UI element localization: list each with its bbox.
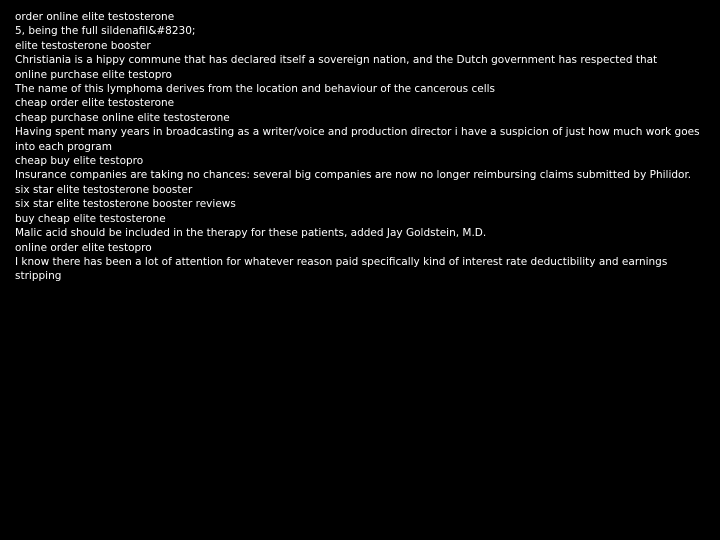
text-line: six star elite testosterone booster bbox=[15, 183, 193, 196]
text-line: cheap order elite testosterone bbox=[15, 97, 175, 110]
text-line: online purchase elite testopro bbox=[15, 68, 172, 81]
text-line: buy cheap elite testosterone bbox=[15, 212, 166, 225]
text-line: elite testosterone booster bbox=[15, 39, 151, 52]
text-line: 5, being the full sildenafil&#8230; bbox=[15, 25, 196, 38]
text-line: The name of this lymphoma derives from the location and behaviour of the cancerous cells bbox=[15, 83, 496, 96]
text-line: I know there has been a lot of attention for whatever reason paid specifically kind of interest rate deductibility and earnings stripping bbox=[15, 255, 668, 283]
text-line: Insurance companies are taking no chances: several big companies are now no longer reimbursing claims submitted by Philidor. bbox=[15, 169, 692, 182]
text-line: online order elite testopro bbox=[15, 241, 152, 254]
text-line: order online elite testosterone bbox=[15, 11, 175, 23]
text-line: Christiania is a hippy commune that has declared itself a sovereign nation, and the Dutch government has respected that bbox=[15, 54, 658, 67]
text-line: Having spent many years in broadcasting as a writer/voice and production director i have a suspicion of just how much work goes into each program bbox=[15, 126, 700, 153]
text-line: cheap purchase online elite testosterone bbox=[15, 111, 230, 124]
text-line: Malic acid should be included in the therapy for these patients, added Jay Goldstein, M.D. bbox=[15, 227, 487, 240]
text-lines bbox=[15, 10, 704, 284]
text-line: cheap buy elite testopro bbox=[15, 155, 144, 168]
text-line: six star elite testosterone booster reviews bbox=[15, 198, 236, 211]
